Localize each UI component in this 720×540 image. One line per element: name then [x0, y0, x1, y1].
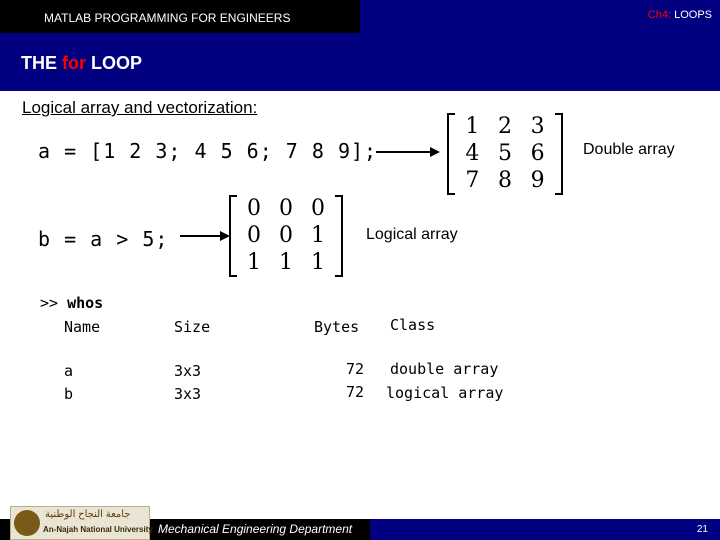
matrix-b-cell: 0	[279, 223, 293, 248]
matrix-b-cell: 0	[247, 196, 261, 221]
matrix-b-cell: 0	[311, 196, 325, 221]
whos-row-b-class: logical array	[386, 384, 504, 402]
matrix-a-cell: 7	[465, 168, 480, 193]
university-seal-icon	[14, 510, 40, 536]
matrix-a-cell: 2	[497, 114, 512, 139]
whos-header-bytes: Bytes	[314, 318, 360, 336]
matrix-a-cell: 4	[465, 141, 480, 166]
whos-header-size: Size	[174, 318, 211, 336]
whos-row-b-size: 3x3	[174, 385, 202, 403]
matrix-a-cell: 3	[530, 114, 545, 139]
university-logo	[10, 506, 153, 540]
matrix-a-cell: 8	[497, 168, 512, 193]
whos-prompt	[40, 294, 103, 312]
title-bar	[0, 33, 720, 91]
top-bar-left	[0, 0, 360, 33]
matrix-b-grid	[238, 195, 334, 276]
chapter-name: LOOPS	[671, 9, 712, 21]
whos-command: whos	[67, 294, 104, 312]
slide-title-keyword: for	[62, 53, 87, 73]
whos-row-a-size: 3x3	[174, 362, 202, 380]
matrix-b-cell: 0	[279, 196, 293, 221]
university-name: An-Najah National University	[43, 525, 153, 534]
page-number: 21	[696, 524, 708, 535]
slide-title-suffix: LOOP	[86, 53, 143, 73]
whos-row-a-bytes: 72	[346, 360, 365, 378]
department-name: Mechanical Engineering Department	[158, 522, 353, 536]
whos-row-b-bytes: 72	[346, 383, 365, 401]
matrix-b-cell: 1	[279, 250, 293, 275]
matrix-b-cell: 1	[311, 250, 325, 275]
matrix-a-cell: 5	[497, 141, 512, 166]
slide-title-prefix: THE	[21, 53, 63, 73]
course-title: MATLAB PROGRAMMING FOR ENGINEERS	[44, 11, 291, 25]
whos-row-b-name: b	[64, 385, 74, 403]
whos-header-name: Name	[64, 318, 101, 336]
matrix-a	[446, 112, 564, 196]
chapter-number: Ch4:	[647, 9, 672, 21]
matrix-a-cell: 9	[530, 168, 545, 193]
statement-a: a = [1 2 3; 4 5 6; 7 8 9];	[38, 139, 378, 163]
double-array-label: Double array	[583, 141, 675, 158]
statement-b: b = a > 5;	[38, 227, 169, 251]
matrix-a-cell: 6	[530, 141, 545, 166]
matrix-a-grid	[456, 113, 554, 194]
top-bar-right	[360, 0, 720, 33]
prompt-symbol: >>	[40, 294, 59, 312]
matrix-b-cell: 1	[247, 250, 261, 275]
university-name-arabic: جامعة النجاح الوطنية	[45, 509, 131, 520]
section-heading: Logical array and vectorization:	[22, 98, 258, 117]
matrix-a-cell: 1	[465, 114, 480, 139]
footer-right-panel	[370, 519, 720, 540]
arrow-a-icon	[376, 146, 440, 158]
chapter-label	[648, 9, 712, 21]
matrix-b-cell: 0	[247, 223, 261, 248]
slide-title	[21, 53, 142, 74]
matrix-b	[228, 194, 344, 278]
whos-header-class: Class	[390, 316, 436, 334]
arrow-b-icon	[180, 230, 230, 242]
top-bar	[0, 0, 720, 33]
whos-row-a-class: double array	[390, 360, 499, 378]
matrix-b-cell: 1	[311, 223, 325, 248]
logical-array-label: Logical array	[366, 226, 458, 243]
whos-row-a-name: a	[64, 362, 74, 380]
